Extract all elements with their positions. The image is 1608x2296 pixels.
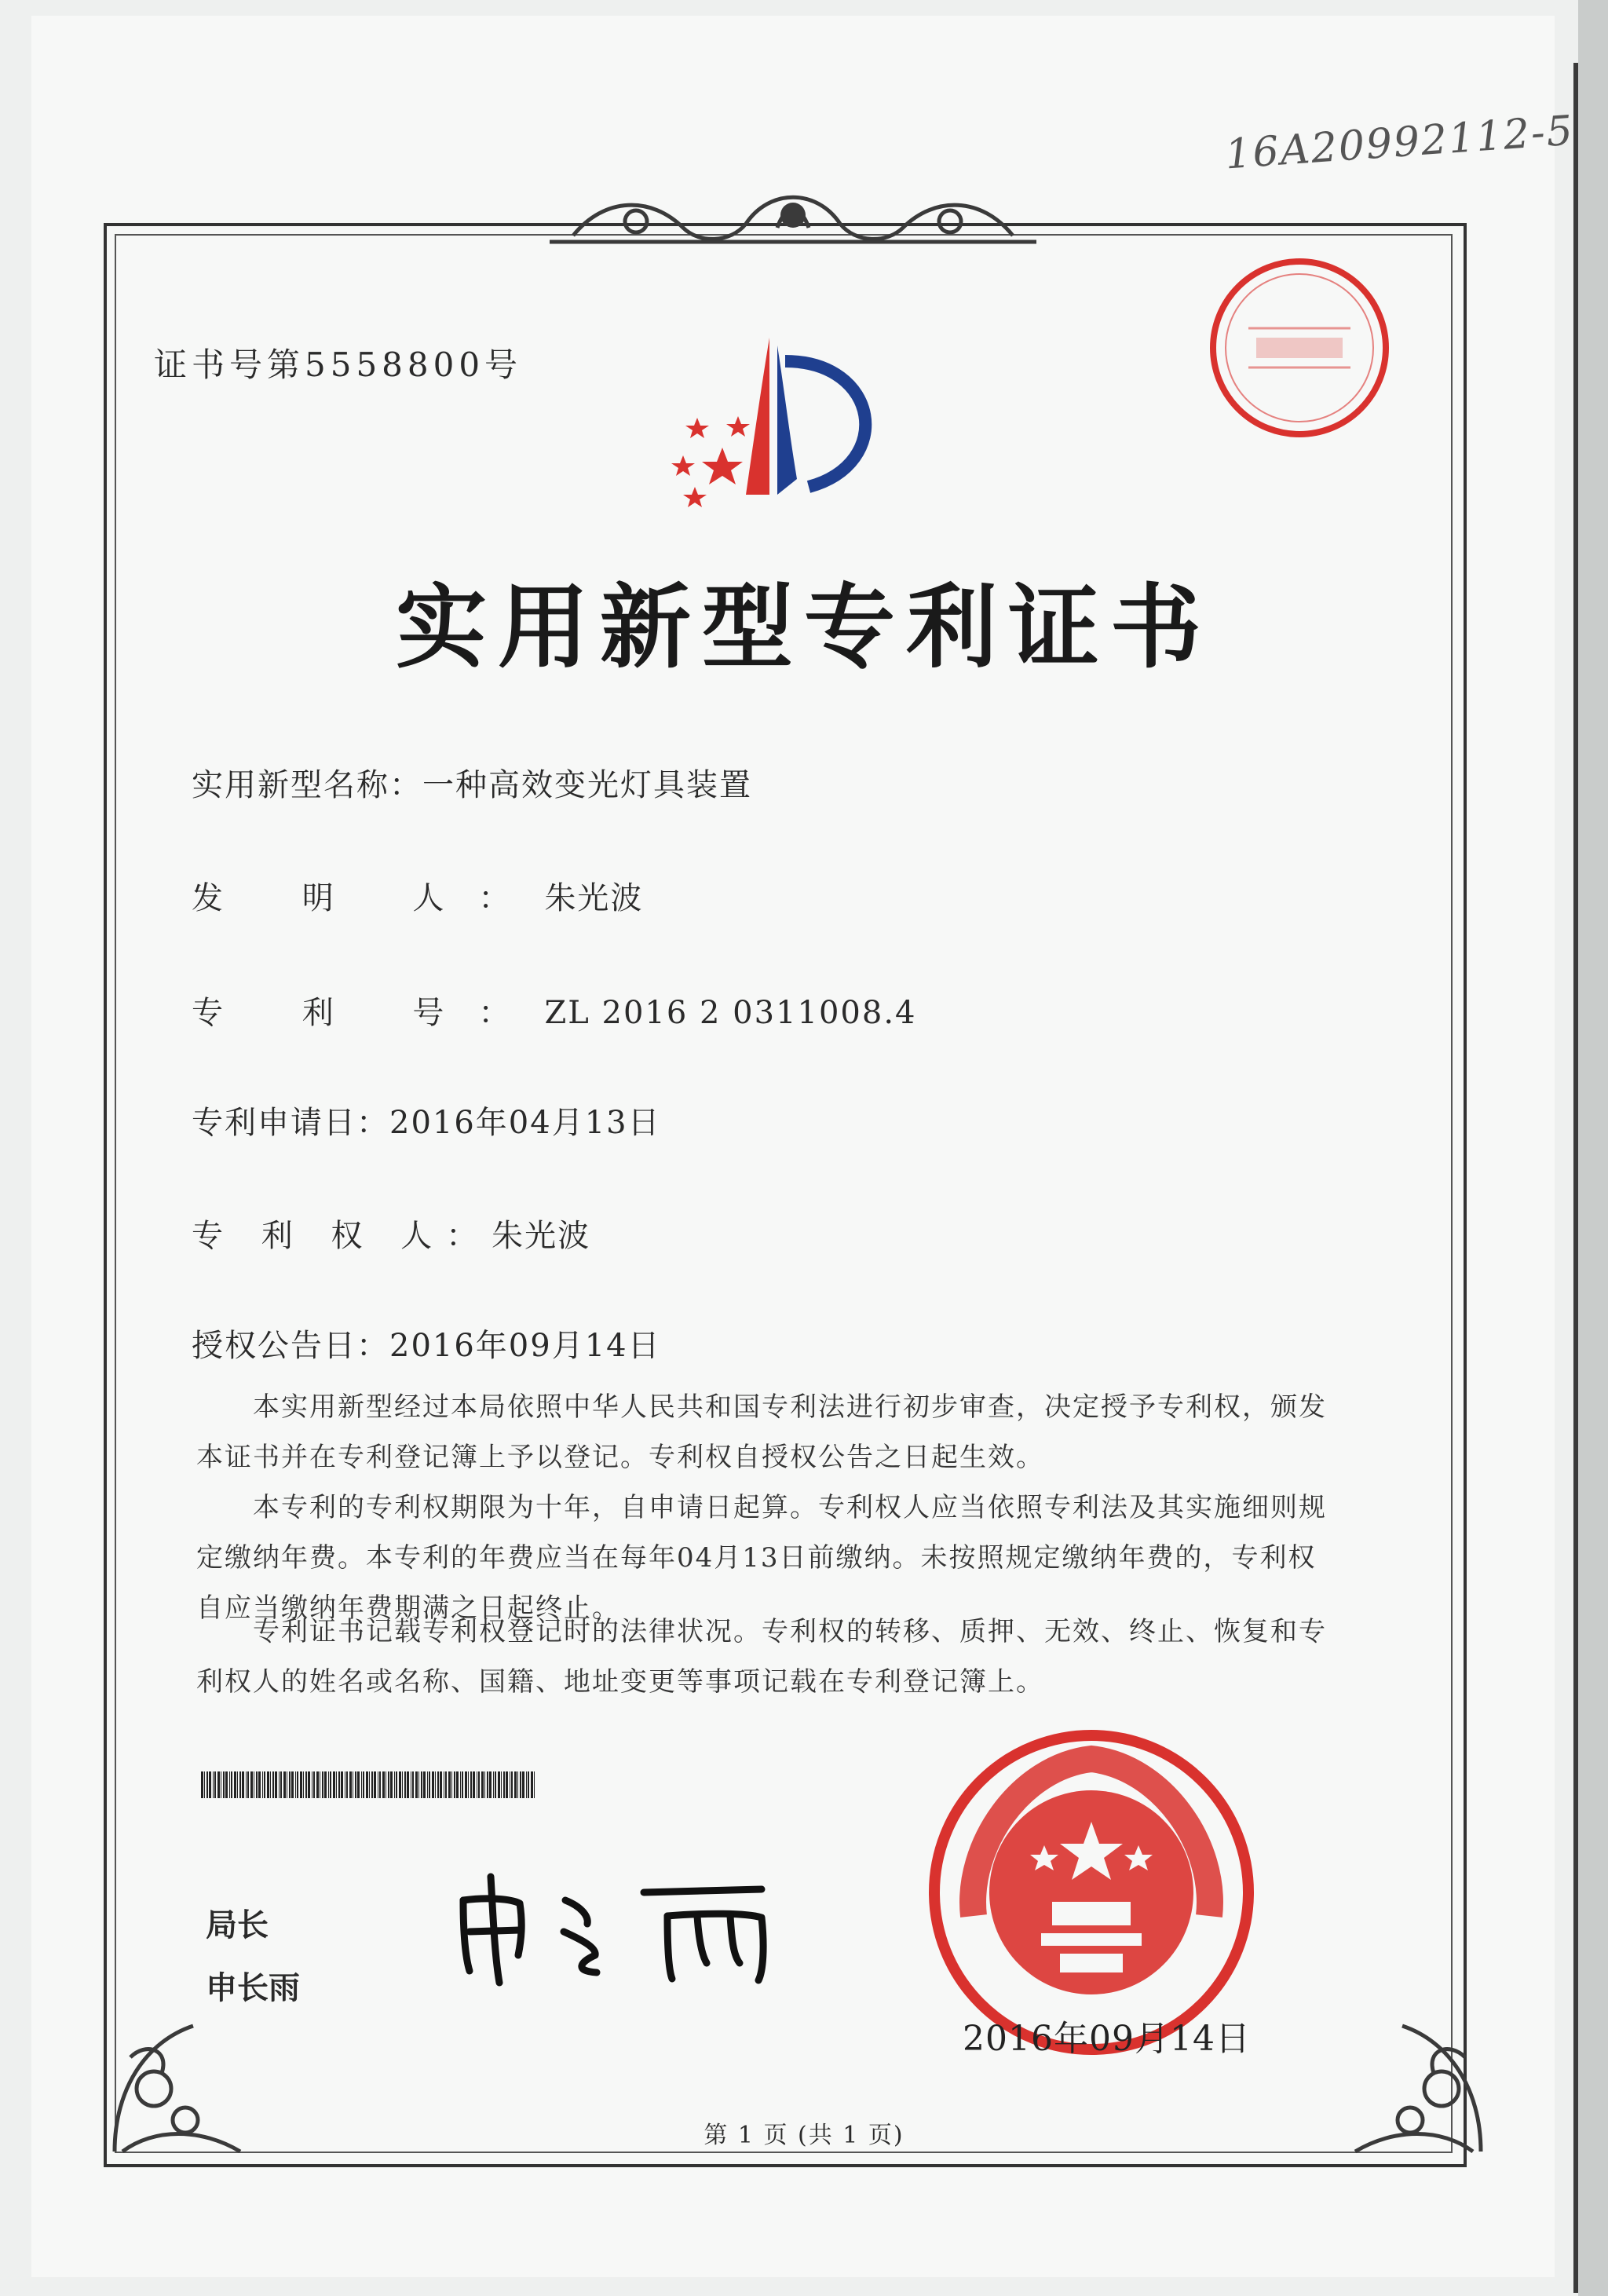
director-title: 局长: [206, 1907, 269, 1943]
body-paragraph: 本实用新型经过本局依照中华人民共和国专利法进行初步审查，决定授予专利权，颁发本证书并在专利登记簿上予以登记。专利权自授权公告之日起生效。: [196, 1391, 1327, 1473]
barcode-bar: [308, 1771, 310, 1798]
barcode-bar: [462, 1771, 463, 1798]
barcode-bar: [246, 1771, 247, 1798]
barcode-bar: [478, 1771, 480, 1798]
barcode-bar: [250, 1771, 253, 1798]
inventor-row: [192, 873, 643, 918]
patent-number-value: ZL 2016 2 0311008.4: [544, 995, 917, 1031]
grant-date-value: 2016年09月14日: [389, 1328, 661, 1364]
barcode-bar: [324, 1771, 327, 1798]
barcode-bar: [291, 1771, 294, 1798]
barcode-bar: [440, 1771, 442, 1798]
application-date-row: [192, 1098, 661, 1143]
barcode-bar: [468, 1771, 469, 1798]
barcode-bar: [511, 1771, 513, 1798]
patentee-row: [192, 1211, 590, 1256]
page-number: 第 1 页 (共 1 页): [704, 2122, 904, 2149]
model-name-row: [192, 760, 752, 805]
national-ipo-seal: [926, 1727, 1256, 2057]
patentee-label: 专 利 权 人：: [192, 1218, 492, 1254]
barcode-bar: [473, 1771, 475, 1798]
barcode-bar: [283, 1771, 286, 1798]
barcode-bar: [217, 1771, 220, 1798]
barcode-bar: [234, 1771, 236, 1798]
barcode-bar: [415, 1771, 418, 1798]
top-ornament: [542, 181, 1044, 259]
barcode-bar: [214, 1771, 216, 1798]
barcode-bar: [487, 1771, 488, 1798]
application-date-label: 专利申请日：: [192, 1105, 389, 1141]
barcode-bar: [209, 1771, 211, 1798]
barcode-bar: [204, 1771, 205, 1798]
barcode-bar: [279, 1771, 280, 1798]
barcode-bar: [262, 1771, 263, 1798]
body-paragraph: 本专利的专利权期限为十年，自申请日起算。专利权人应当依照专利法及其实施细则规定缴纳年费。本专利的年费应当在每年04月13日前缴纳。未按照规定缴纳年费的，专利权自应当缴纳年费期满之日起终止。: [196, 1492, 1327, 1624]
barcode-bar: [267, 1771, 269, 1798]
barcode-bar: [517, 1771, 518, 1798]
barcode-bar: [275, 1771, 277, 1798]
barcode-bar: [382, 1771, 385, 1798]
barcode-bar: [303, 1771, 304, 1798]
barcode-bar: [514, 1771, 517, 1798]
barcode-bar: [528, 1771, 529, 1798]
barcode-bar: [432, 1771, 434, 1798]
barcode-bar: [313, 1771, 315, 1798]
certificate-title: 实用新型专利证书: [396, 575, 1212, 681]
grant-date-row: [192, 1321, 661, 1366]
barcode-bar: [503, 1771, 505, 1798]
barcode-bar: [390, 1771, 393, 1798]
barcode-bar: [484, 1771, 485, 1798]
barcode-bar: [506, 1771, 508, 1798]
barcode-bar: [258, 1771, 261, 1798]
grant-date-label: 授权公告日：: [192, 1328, 389, 1364]
patent-number-row: [192, 988, 917, 1033]
barcode-bar: [429, 1771, 430, 1798]
barcode-bar: [379, 1771, 381, 1798]
barcode-bar: [498, 1771, 500, 1798]
barcode-bar: [394, 1771, 395, 1798]
barcode-bar: [465, 1771, 467, 1798]
barcode-bar: [396, 1771, 397, 1798]
director-signature: [448, 1869, 793, 1987]
handwritten-note: 16A20992112-5: [1223, 107, 1576, 179]
barcode-bar: [357, 1771, 360, 1798]
barcode-bar: [399, 1771, 401, 1798]
barcode-bar: [534, 1771, 535, 1798]
barcode-bar: [206, 1771, 208, 1798]
barcode-bar: [341, 1771, 343, 1798]
barcode-bar: [418, 1771, 419, 1798]
seal-date: 2016年09月14日: [963, 2019, 1251, 2059]
barcode-bar: [522, 1771, 524, 1798]
barcode-bar: [289, 1771, 291, 1798]
barcode-bar: [404, 1771, 406, 1798]
barcode-bar: [316, 1771, 319, 1798]
barcode-bar: [489, 1771, 492, 1798]
barcode-bar: [445, 1771, 447, 1798]
barcode-bar: [407, 1771, 409, 1798]
barcode-bar: [229, 1771, 230, 1798]
barcode-bar: [322, 1771, 323, 1798]
barcode-bar: [237, 1771, 238, 1798]
barcode-bar: [247, 1771, 249, 1798]
barcode-bar: [272, 1771, 274, 1798]
barcode-bar: [526, 1771, 527, 1798]
barcode-bar: [256, 1771, 258, 1798]
barcode-bar: [531, 1771, 533, 1798]
barcode-bar: [366, 1771, 368, 1798]
barcode-bar: [242, 1771, 244, 1798]
certificate-number: 证书号第5558800号: [154, 345, 523, 384]
barcode-bar: [363, 1771, 364, 1798]
barcode-bar: [270, 1771, 271, 1798]
barcode-bar: [225, 1771, 228, 1798]
barcode-bar: [448, 1771, 451, 1798]
barcode-bar: [349, 1771, 352, 1798]
barcode-bar: [223, 1771, 225, 1798]
barcode-bar: [412, 1771, 414, 1798]
barcode-bar: [264, 1771, 265, 1798]
barcode: [201, 1771, 539, 1798]
barcode-bar: [501, 1771, 502, 1798]
barcode-bar: [336, 1771, 337, 1798]
barcode-bar: [371, 1771, 373, 1798]
agency-seal: [1201, 250, 1398, 446]
barcode-bar: [520, 1771, 521, 1798]
barcode-bar: [338, 1771, 340, 1798]
model-name-label: 实用新型名称：: [192, 767, 422, 803]
barcode-bar: [330, 1771, 331, 1798]
barcode-bar: [280, 1771, 282, 1798]
barcode-bar: [456, 1771, 459, 1798]
barcode-bar: [305, 1771, 307, 1798]
inventor-value: 朱光波: [544, 880, 644, 916]
page-edge-line: [1573, 63, 1578, 2293]
barcode-bar: [201, 1771, 203, 1798]
barcode-bar: [495, 1771, 496, 1798]
barcode-bar: [470, 1771, 472, 1798]
application-date-value: 2016年04月13日: [389, 1105, 661, 1141]
barcode-bar: [346, 1771, 348, 1798]
barcode-bar: [427, 1771, 428, 1798]
barcode-bar: [328, 1771, 329, 1798]
model-name-value: 一种高效变光灯具装置: [422, 767, 752, 803]
patent-number-label: 专 利 号：: [192, 995, 545, 1031]
barcode-bar: [295, 1771, 296, 1798]
barcode-bar: [213, 1771, 214, 1798]
barcode-bar: [369, 1771, 370, 1798]
barcode-bar: [451, 1771, 452, 1798]
barcode-bar: [297, 1771, 298, 1798]
barcode-bar: [300, 1771, 302, 1798]
barcode-bar: [481, 1771, 484, 1798]
director-name: 申长雨: [206, 1970, 300, 2006]
barcode-bar: [423, 1771, 426, 1798]
barcode-bar: [454, 1771, 455, 1798]
barcode-bar: [493, 1771, 494, 1798]
barcode-bar: [361, 1771, 362, 1798]
barcode-bar: [355, 1771, 356, 1798]
barcode-bar: [421, 1771, 422, 1798]
barcode-bar: [374, 1771, 376, 1798]
barcode-bar: [231, 1771, 232, 1798]
body-paragraph: 专利证书记载专利权登记时的法律状况。专利权的转移、质押、无效、终止、恢复和专利权人的姓名或名称、国籍、地址变更等事项记载在专利登记簿上。: [196, 1616, 1327, 1698]
barcode-bar: [435, 1771, 436, 1798]
barcode-bar: [402, 1771, 403, 1798]
page-edge-shadow: [1578, 0, 1608, 2296]
patentee-value: 朱光波: [492, 1218, 591, 1254]
barcode-bar: [239, 1771, 241, 1798]
barcode-bar: [460, 1771, 461, 1798]
barcode-bar: [388, 1771, 389, 1798]
barcode-bar: [333, 1771, 335, 1798]
barcode-bar: [437, 1771, 439, 1798]
patent-office-emblem: [652, 330, 887, 510]
inventor-label: 发 明 人：: [192, 880, 545, 916]
